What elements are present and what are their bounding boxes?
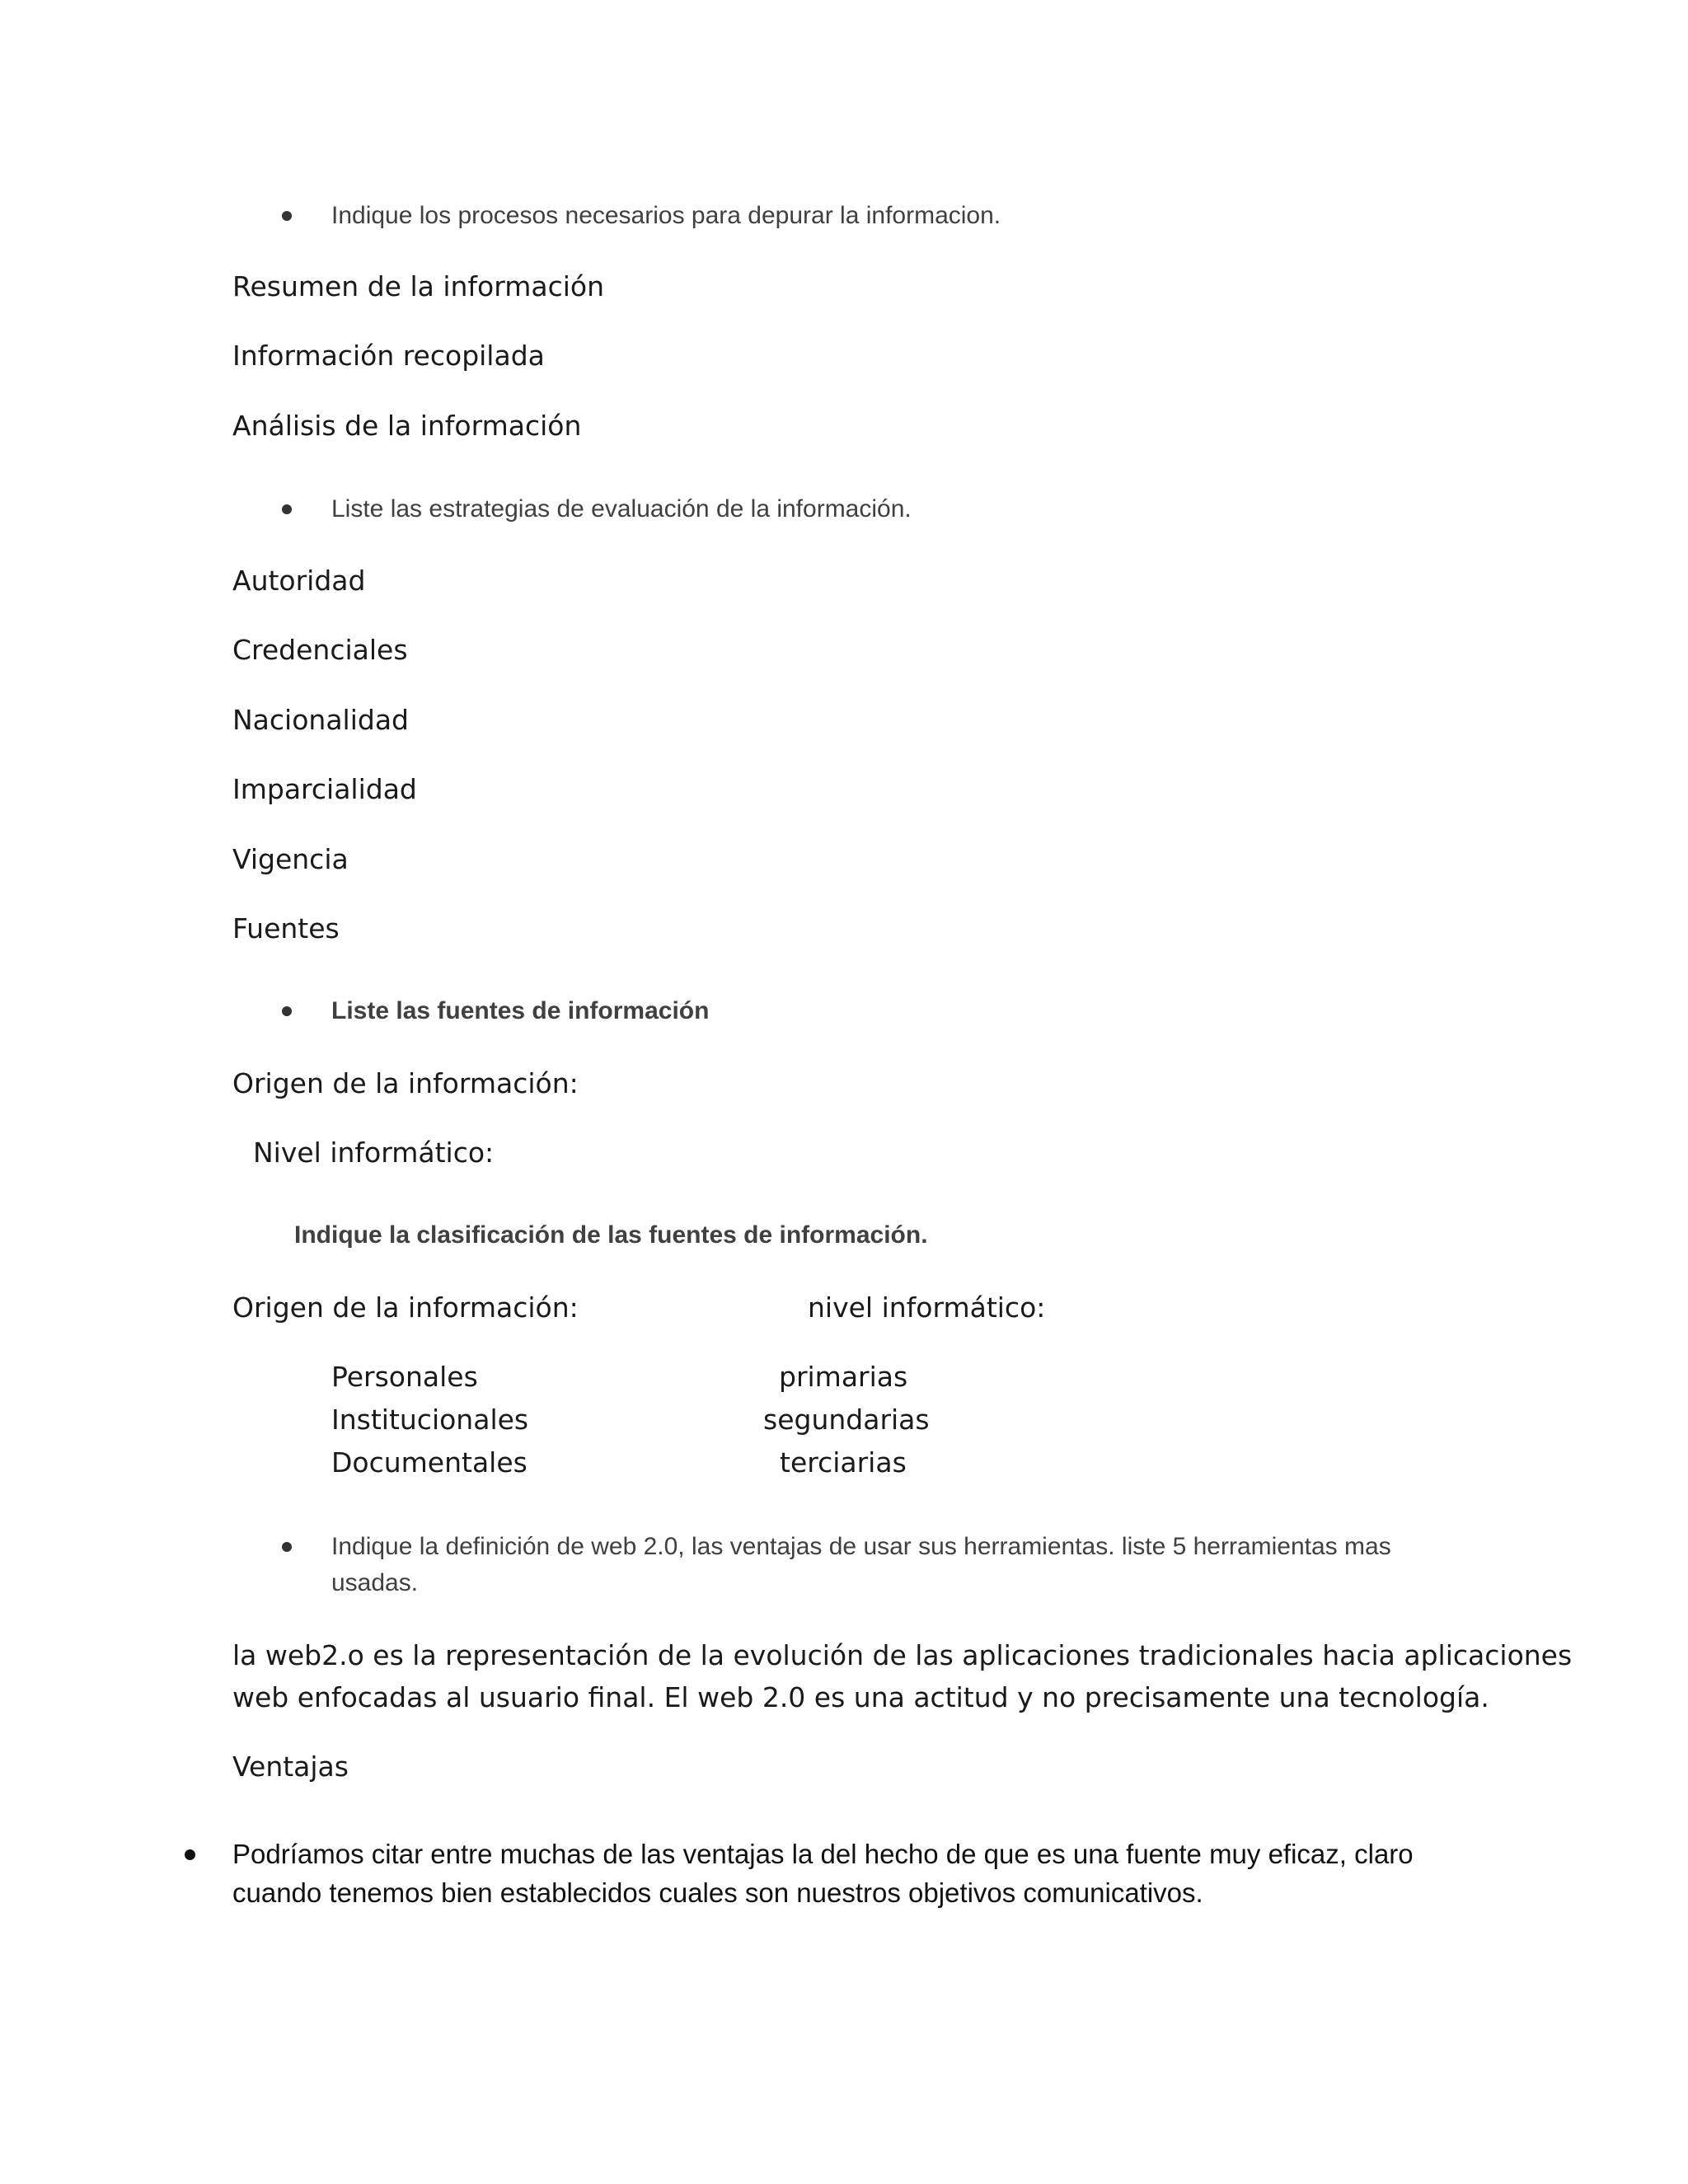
classification-origen-header: Origen de la información:: [232, 1291, 579, 1324]
answer-1-item-3: Análisis de la información: [232, 410, 582, 442]
origen-item-institucionales: Institucionales: [331, 1404, 529, 1436]
origen-item-personales: Personales: [331, 1361, 478, 1393]
question-4: Indique la clasificación de las fuentes de información.: [294, 1221, 928, 1249]
bullet-icon: [282, 1542, 292, 1552]
bullet-icon: [282, 211, 292, 221]
bullet-icon: [185, 1849, 195, 1860]
question-3: Liste las fuentes de información: [331, 997, 710, 1024]
answer-2-item-4: Imparcialidad: [232, 773, 417, 805]
question-1: Indique los procesos necesarios para depurar la informacion.: [331, 202, 1001, 229]
answer-1-item-2: Información recopilada: [232, 340, 545, 372]
answer-2-item-6: Fuentes: [232, 912, 340, 944]
ventaja-1-line-1: Podríamos citar entre muchas de las ventajas la del hecho de que es una fuente muy eficaz, claro: [232, 1839, 1414, 1869]
bullet-icon: [282, 1006, 292, 1016]
answer-3-nivel: Nivel informático:: [253, 1137, 495, 1169]
nivel-item-terciarias: terciarias: [780, 1446, 907, 1479]
classification-nivel-header: nivel informático:: [808, 1291, 1046, 1324]
nivel-item-primarias: primarias: [779, 1361, 908, 1393]
web20-definition-line-2: web enfocadas al usuario final. El web 2.0 es una actitud y no precisamente una tecnología.: [232, 1681, 1489, 1713]
bullet-icon: [282, 504, 292, 514]
answer-2-item-1: Autoridad: [232, 565, 366, 597]
question-5-line-2: usadas.: [331, 1569, 419, 1596]
ventajas-label: Ventajas: [232, 1750, 349, 1783]
web20-definition-line-1: la web2.o es la representación de la evolución de las aplicaciones tradicionales hacia aplicaciones: [232, 1639, 1573, 1671]
answer-2-item-5: Vigencia: [232, 843, 349, 875]
answer-3-origen: Origen de la información:: [232, 1067, 579, 1099]
question-2: Liste las estrategias de evaluación de la información.: [331, 495, 912, 523]
nivel-item-segundarias: segundarias: [763, 1404, 930, 1436]
answer-2-item-3: Nacionalidad: [232, 704, 410, 736]
ventaja-1-line-2: cuando tenemos bien establecidos cuales son nuestros objetivos comunicativos.: [232, 1877, 1203, 1908]
answer-2-item-2: Credenciales: [232, 634, 408, 666]
question-5-line-1: Indique la definición de web 2.0, las ventajas de usar sus herramientas. liste 5 herramientas mas: [331, 1533, 1391, 1560]
answer-1-item-1: Resumen de la información: [232, 270, 604, 302]
origen-item-documentales: Documentales: [331, 1446, 528, 1479]
